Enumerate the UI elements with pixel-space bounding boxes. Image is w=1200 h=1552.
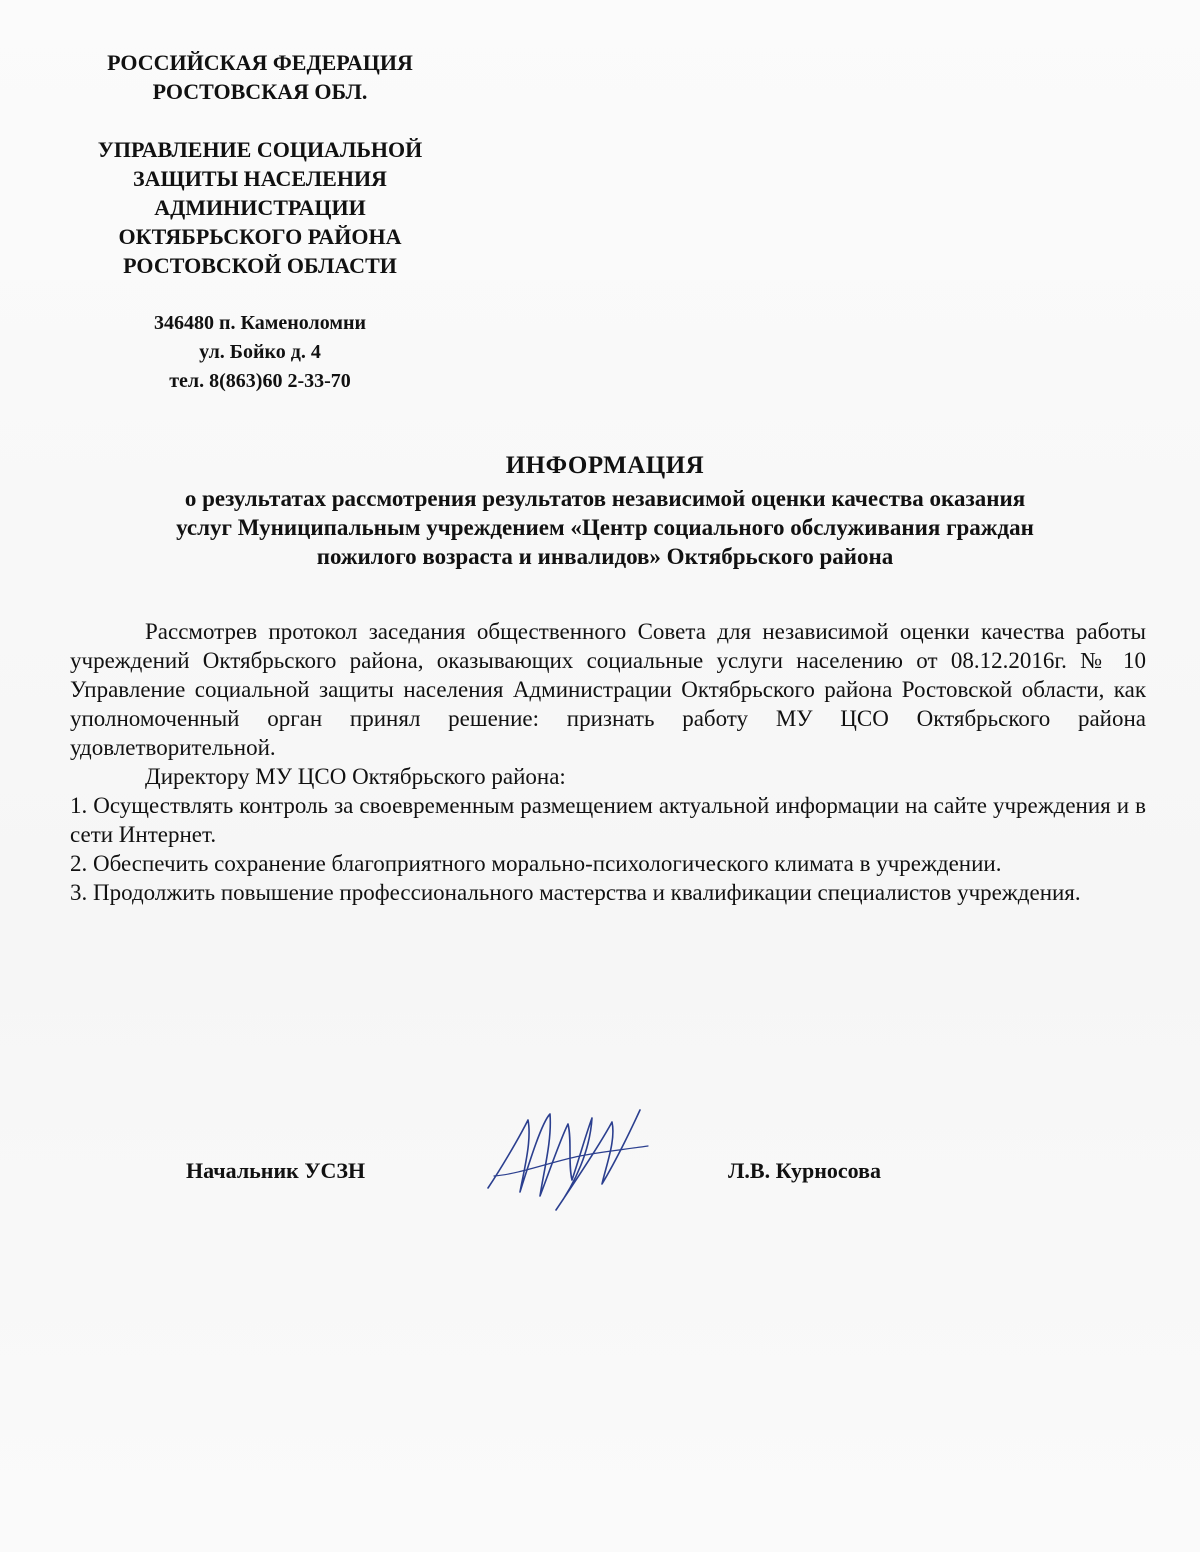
address-line: тел. 8(863)60 2-33-70 bbox=[169, 370, 351, 392]
signatory-position: Начальник УСЗН bbox=[186, 1158, 366, 1183]
letterhead-line: РОСТОВСКОЙ ОБЛАСТИ bbox=[123, 253, 397, 278]
address-line: ул. Бойко д. 4 bbox=[199, 341, 321, 363]
letterhead-address bbox=[60, 309, 460, 396]
letterhead-line: РОСТОВСКАЯ ОБЛ. bbox=[152, 79, 368, 104]
main-paragraph: Рассмотрев протокол заседания общественного Совета для независимой оценки качества работы учреждений Октябрьского района, оказывающих социальные услуги населению от 08.12.2016г. № 10 Управление социальной защиты населения Администрации Октябрьского района Ростовской области, как уполномоченный орган принял решение: признать работу МУ ЦСО Октябрьского района удовлетворительной. bbox=[70, 619, 1146, 760]
directive-item: 3. Продолжить повышение профессионального мастерства и квалификации специалистов учреждения. bbox=[70, 880, 1081, 905]
address-line: 346480 п. Каменоломни bbox=[153, 312, 367, 334]
document-body bbox=[70, 617, 1146, 907]
letterhead-country bbox=[60, 48, 460, 106]
directive-item: 2. Обеспечить сохранение благоприятного морально-психологического климата в учреждении. bbox=[70, 851, 1002, 876]
letterhead-organization bbox=[60, 135, 460, 280]
letterhead bbox=[60, 48, 460, 396]
signatory-name: Л.В. Курносова bbox=[728, 1158, 881, 1183]
letterhead-line: АДМИНИСТРАЦИИ bbox=[154, 195, 366, 220]
directive-item: 1. Осуществлять контроль за своевременным размещением актуальной информации на сайте учреждения и в сети Интернет. bbox=[70, 793, 1146, 847]
subtitle-line: пожилого возраста и инвалидов» Октябрьского района bbox=[316, 544, 894, 569]
letterhead-line: РОССИЙСКАЯ ФЕДЕРАЦИЯ bbox=[107, 50, 413, 75]
letterhead-line: УПРАВЛЕНИЕ СОЦИАЛЬНОЙ bbox=[97, 137, 423, 162]
letterhead-line: ОКТЯБРЬСКОГО РАЙОНА bbox=[118, 224, 402, 249]
document-title: ИНФОРМАЦИЯ bbox=[505, 452, 705, 479]
document-heading bbox=[60, 448, 1150, 571]
subtitle-line: услуг Муниципальным учреждением «Центр социального обслуживания граждан bbox=[176, 515, 1034, 540]
signature-block bbox=[0, 1158, 1200, 1198]
letterhead-line: ЗАЩИТЫ НАСЕЛЕНИЯ bbox=[133, 166, 387, 191]
document-subtitle bbox=[60, 484, 1150, 571]
directive-intro: Директору МУ ЦСО Октябрьского района: bbox=[145, 764, 566, 789]
subtitle-line: о результатах рассмотрения результатов независимой оценки качества оказания bbox=[184, 486, 1026, 511]
